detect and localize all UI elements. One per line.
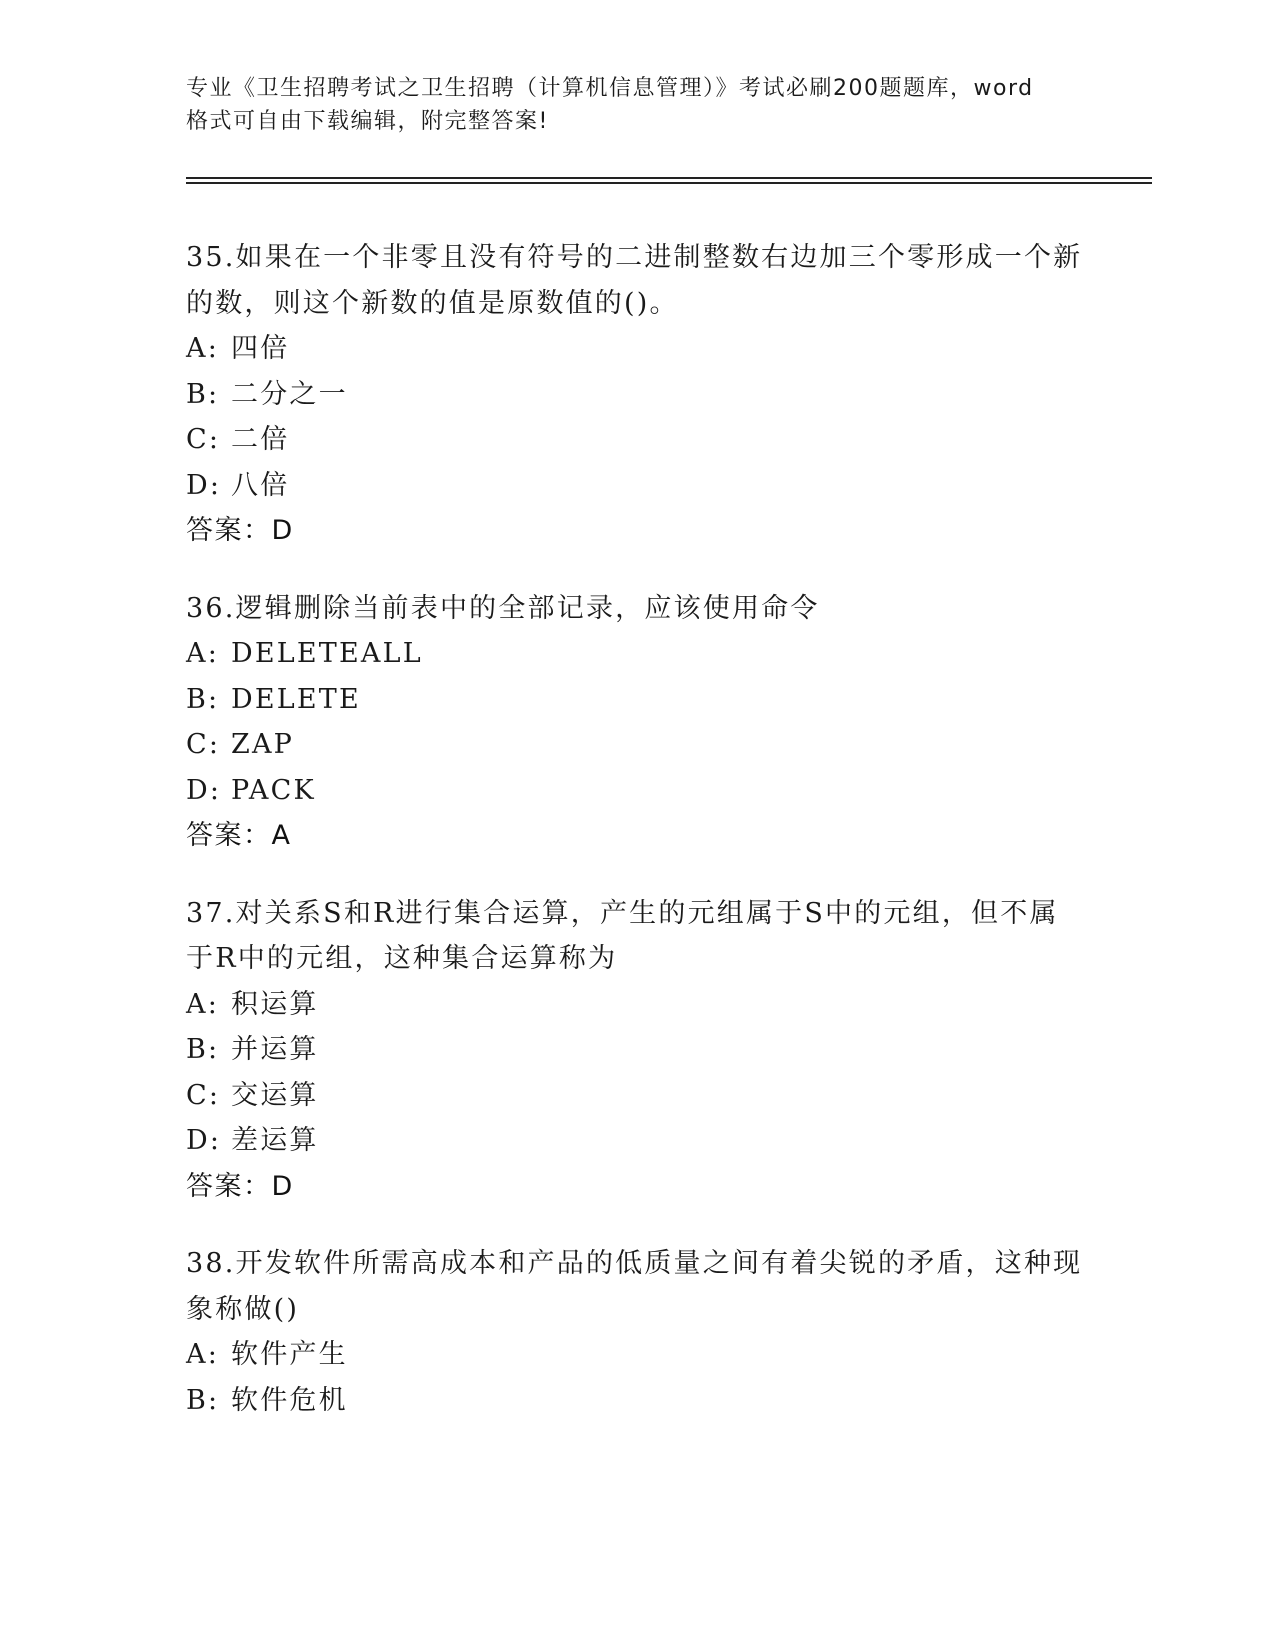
- option-text: 积运算: [231, 988, 319, 1020]
- header-divider-bottom: [186, 182, 1152, 184]
- option-key: D:: [186, 469, 222, 501]
- question-35: [186, 235, 1086, 554]
- question-38: [186, 1241, 1086, 1423]
- option-text: 交运算: [231, 1079, 319, 1111]
- option-key: B:: [186, 683, 220, 715]
- header-line-1: 专业《卫生招聘考试之卫生招聘（计算机信息管理）》考试必刷200题题库，word: [186, 76, 1034, 101]
- option-b: [186, 372, 1086, 418]
- header-divider-top: [186, 177, 1152, 179]
- option-text: DELETE: [231, 683, 361, 715]
- option-key: A:: [186, 1339, 219, 1370]
- header-line-2: 格式可自由下载编辑，附完整答案!: [186, 109, 549, 134]
- question-36: [186, 586, 1086, 859]
- option-text: 四倍: [231, 333, 290, 364]
- question-text-line: 36.逻辑删除当前表中的全部记录，应该使用命令: [186, 592, 820, 624]
- option-text: ZAP: [231, 729, 295, 760]
- option-c: [186, 1073, 1086, 1119]
- option-c: [186, 722, 1086, 768]
- option-key: B:: [186, 1384, 220, 1416]
- option-key: A:: [186, 988, 219, 1020]
- question-text-line: 的数，则这个新数的值是原数值的()。: [186, 287, 679, 319]
- option-a: [186, 1332, 1086, 1378]
- question-37: [186, 891, 1086, 1210]
- option-key: B:: [186, 1034, 220, 1065]
- option-key: C:: [186, 1079, 221, 1111]
- option-d: [186, 1118, 1086, 1164]
- option-d: [186, 463, 1086, 509]
- option-key: C:: [186, 424, 221, 455]
- option-text: 软件危机: [231, 1384, 348, 1416]
- option-text: 二倍: [231, 424, 290, 455]
- option-text: DELETEALL: [231, 638, 423, 669]
- answer-label: 答案：A: [186, 820, 292, 851]
- question-text-line: 35.如果在一个非零且没有符号的二进制整数右边加三个零形成一个新: [186, 242, 1083, 273]
- option-c: [186, 417, 1086, 463]
- option-text: 二分之一: [231, 378, 348, 410]
- option-text: 差运算: [231, 1125, 319, 1156]
- question-text-line: 于R中的元组，这种集合运算称为: [186, 943, 618, 974]
- option-text: 并运算: [231, 1034, 319, 1065]
- option-a: [186, 326, 1086, 372]
- answer-label: 答案：D: [186, 1170, 294, 1202]
- option-b: [186, 677, 1086, 723]
- option-key: B:: [186, 378, 220, 410]
- option-text: 软件产生: [231, 1339, 348, 1370]
- question-text-line: 37.对关系S和R进行集合运算，产生的元组属于S中的元组，但不属: [186, 897, 1059, 929]
- option-text: PACK: [231, 774, 316, 806]
- option-key: D:: [186, 774, 222, 806]
- option-key: C:: [186, 729, 221, 760]
- question-text-line: 38.开发软件所需高成本和产品的低质量之间有着尖锐的矛盾，这种现: [186, 1248, 1083, 1279]
- option-a: [186, 982, 1086, 1028]
- option-b: [186, 1027, 1086, 1073]
- document-header: [186, 72, 1086, 138]
- option-text: 八倍: [231, 469, 290, 501]
- question-text-line: 象称做(): [186, 1293, 300, 1325]
- option-d: [186, 768, 1086, 814]
- option-key: A:: [186, 638, 219, 669]
- option-a: [186, 631, 1086, 677]
- question-list: [186, 235, 1086, 1455]
- option-b: [186, 1378, 1086, 1424]
- option-key: A:: [186, 333, 219, 364]
- option-key: D:: [186, 1125, 222, 1156]
- answer-label: 答案：D: [186, 515, 294, 546]
